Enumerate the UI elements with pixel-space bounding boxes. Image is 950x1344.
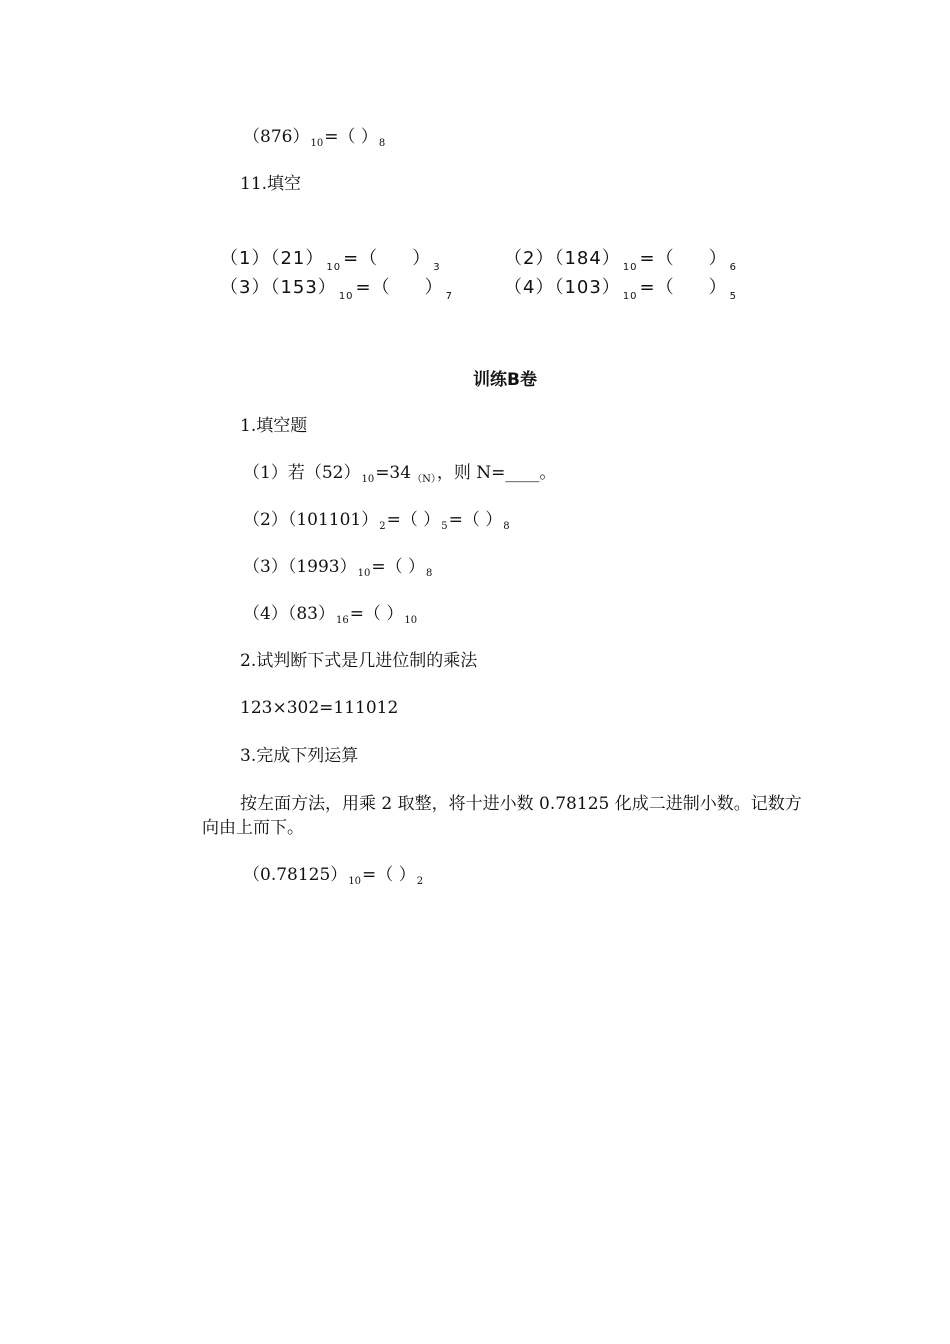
question-1-title: 1.填空题 <box>240 416 308 436</box>
conversion-876 <box>243 126 386 151</box>
close-paren: ） <box>412 248 432 269</box>
base-10: 10 <box>361 474 375 485</box>
base-out: 6 <box>729 262 738 273</box>
equals-open: =（ <box>355 277 391 298</box>
close-paren: ） <box>708 248 728 269</box>
equals-blank-1: =（ ） <box>386 510 441 530</box>
item-number: （1） <box>220 248 271 269</box>
base-in: 10 <box>338 291 354 302</box>
equals-open: =（ <box>639 277 675 298</box>
part-text: （4）（83） <box>243 604 335 624</box>
base-16: 16 <box>335 615 349 626</box>
close-paren: ） <box>708 277 728 298</box>
question-2-title: 2.试判断下式是几进位制的乘法 <box>240 651 478 671</box>
item-value: （153） <box>270 277 337 298</box>
base-in: 10 <box>622 262 638 273</box>
item-number: （4） <box>504 277 555 298</box>
base-8: 8 <box>378 138 386 149</box>
question-3-title: 3.完成下列运算 <box>240 746 359 766</box>
part-text: （1）若（52） <box>243 463 361 483</box>
equals-blank: =（ ） <box>349 604 404 624</box>
equals-blank-2: =（ ） <box>448 510 503 530</box>
item-value: （103） <box>554 277 621 298</box>
item-number: （2） <box>504 248 555 269</box>
base-out: 7 <box>445 291 454 302</box>
part-text: （3）（1993） <box>243 557 357 577</box>
q11-row-2 <box>220 277 780 307</box>
item-value: （21） <box>270 248 325 269</box>
base-out: 3 <box>433 262 441 273</box>
base-in: 10 <box>326 262 342 273</box>
q11-item-4 <box>504 277 739 302</box>
equals-blank: =（ ） <box>324 127 378 147</box>
base-10: 10 <box>357 568 371 579</box>
base-out: 5 <box>729 291 738 302</box>
question-2-expression: 123×302=111012 <box>240 698 399 718</box>
item-value: （184） <box>554 248 621 269</box>
question-3-answer <box>243 864 424 889</box>
equals-value: =34 <box>375 463 412 483</box>
item-number: （3） <box>220 277 271 298</box>
base-2: 2 <box>416 876 424 887</box>
q1-part-1 <box>243 462 556 487</box>
section-title: 训练B卷 <box>473 370 537 390</box>
question-3-text: 按左面方法，用乘 2 取整，将十进小数 0.78125 化成二进制小数。记数方向由上而下。 <box>202 794 802 838</box>
answer-blank: ，则 N=____。 <box>436 463 557 483</box>
q11-item-1 <box>220 248 443 273</box>
question-11-title: 11.填空 <box>240 174 302 194</box>
equals-blank: =（ ） <box>362 865 416 885</box>
base-5: 5 <box>441 521 448 532</box>
equals-open: =（ <box>343 248 379 269</box>
base-10: 10 <box>310 138 324 149</box>
equals-open: =（ <box>639 248 675 269</box>
base-10: 10 <box>348 876 362 887</box>
close-paren: ） <box>424 277 444 298</box>
q1-part-2 <box>243 509 511 534</box>
base-8: 8 <box>425 568 433 579</box>
q11-item-2 <box>504 248 739 273</box>
equals-blank: =（ ） <box>371 557 425 577</box>
q1-part-4 <box>243 603 418 628</box>
q11-item-3 <box>220 277 455 302</box>
decimal-value: （0.78125） <box>243 865 348 885</box>
base-8: 8 <box>503 521 510 532</box>
part-text: （2）（101101） <box>243 510 379 530</box>
base-2: 2 <box>379 521 386 532</box>
q11-row-1 <box>220 248 780 278</box>
base-10: 10 <box>404 615 418 626</box>
base-in: 10 <box>622 291 638 302</box>
value-876: （876） <box>243 127 310 147</box>
q1-part-3 <box>243 556 433 581</box>
base-n: （N） <box>412 474 436 485</box>
